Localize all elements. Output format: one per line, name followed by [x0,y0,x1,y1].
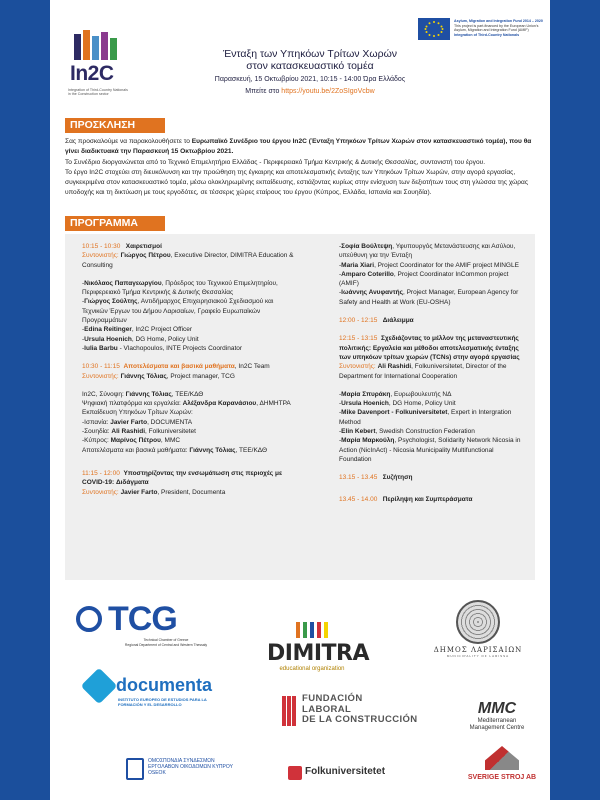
mmc-logo [452,700,542,732]
line-org: , ΔΗΜΗΤΡΑ [256,400,291,408]
speaker-role: , Υφυπουργός Μετανάστευσης και Ασύλου, υπεύθυνη για την Ένταξη [339,243,516,260]
results-line: Εκπαίδευση Υπηκόων Τρίτων Χωρών: [82,409,193,417]
header [50,0,550,110]
oseok-line1: ΟΜΟΣΠΟΝΔΙΑ ΣΥΝΔΕΣΜΩΝ [148,758,215,764]
session-title: Υποστηρίζοντας την ενσωμάτωση στις περιοχές με COVID-19: Διδάγματα [82,469,283,487]
speaker-role: , Expert in Intergration Method [339,409,512,426]
speaker: -Maria Xiari, Project Coordinator for the AMIF project MINGLE [339,261,519,269]
documenta-mark-icon [81,668,118,705]
event-title-line2: στον κατασκευαστικό τομέα [246,60,374,72]
session-title-rest: , In2C Team [234,363,270,371]
speaker-role: , Project Manager, European Agency for Safety and Health at Work (EU-OSHA) [339,289,519,306]
coordinator-name: Γιάννης Τόλιας [120,372,167,380]
folk-mark-icon [288,766,302,780]
session-future [339,334,523,380]
speaker: -Ιωάννης Ανυφαντής, Project Manager, European Agency for Safety and Health at Work (EU-OSHA) [339,289,519,306]
session-title: Αποτελέσματα και βασικά μαθήματα [123,363,235,371]
coordinator-label: Συντονιστής: [82,252,119,260]
invitation-p2: Το Συνέδριο διοργανώνεται από το Τεχνικό Επιμελητήριο Ελλάδας - Περιφερειακό Τμήμα Κεντρικής & Δυτικής Θεσσαλίας, συντονιστή του έργου. [65,158,486,166]
oseok-line3: OSEOK [148,770,166,777]
speaker-name: Ursula Hoenich [84,335,132,343]
results-line [82,399,294,408]
line-name: Μαρίνος Πέτρου [110,437,161,445]
session-time: 12:15 - 13:15 [339,335,378,343]
session-time: 10:15 - 10:30 [82,243,121,250]
fundacion-wordmark [302,694,418,726]
invitation-heading: ΠΡΟΣΚΛΗΣΗ [65,118,165,133]
line-name: Javier Farto [110,418,148,426]
coordinator-name: Ali Rashidi [377,363,412,371]
invitation-p1 [65,137,535,158]
session-break [339,316,523,325]
results-line [82,418,294,427]
dimitra-bars-icon [267,622,357,638]
covid-speakers [339,242,523,307]
speaker-role: , Swedish Construction Federation [375,428,475,436]
speaker-role: , DG Home, Policy Unit [131,335,199,343]
session-welcome [82,242,294,270]
in2c-wordmark: In2C [70,62,114,85]
oseok-line2: ΕΡΓΟΛΑΒΩΝ ΟΙΚΟΔΟΜΩΝ ΚΥΠΡΟΥ [148,764,233,771]
speaker: -Ursula Hoenich, DG Home, Policy Unit [82,335,199,343]
speaker-name: Mike Davenport - Folkuniversitetet [341,409,448,417]
results-line [82,446,294,455]
fundacion-line2: LABORAL [302,703,352,715]
speaker-role: , DG Home, Policy Unit [388,400,456,408]
dimitra-subtitle: educational organization [279,666,345,672]
tcg-sub1: Technical Chamber of Greece [143,638,189,642]
program-panel [65,234,535,580]
documenta-subtitle: INSTITUTO EUROPEO DE ESTUDIOS PARA LA FORMACIÓN Y EL DESARROLLO [118,697,207,707]
line-org: , MMC [160,437,181,445]
line-org: , ΤΕΕ/ΚΔΘ [171,390,204,398]
oseok-mark-icon [126,758,144,780]
sverige-wordmark: SVERIGE STROJ AB [467,774,537,781]
speaker-role: , Project Coordinator for the AMIF project MINGLE [374,261,519,269]
invitation-text [65,137,535,199]
speaker: -Edina Reitinger, In2C Project Officer [82,326,193,334]
flyer-page [50,0,550,800]
eu-funding-text [454,19,546,37]
results-line [82,427,294,436]
event-title-line1: Ένταξη των Υπηκόων Τρίτων Χωρών [222,48,398,60]
line-name: Ali Rashidi [111,428,145,436]
future-speakers [339,390,523,464]
speaker-name: Iulia Barbu [84,344,118,352]
session-time: 13.45 - 14.00 [339,495,378,503]
in2c-subtitle: Integration of Third-Country Nationals in the Construction sector [68,88,128,97]
program-heading: ΠΡΟΓΡΑΜΜΑ [65,216,165,231]
session-time: 11:15 - 12:00 [82,469,120,477]
speaker-name: Amparo Coterillo [341,270,394,278]
line-name: Αλέξανδρα Καρανάσιου [182,400,257,408]
speaker: -Σοφία Βούλτεψη, Υφυπουργός Μετανάστευσης και Ασύλου, υπεύθυνη για την Ένταξη [339,243,516,260]
tcg-mark-icon [76,606,102,632]
line-label: -Κύπρος: [82,437,111,445]
coordinator-name: Γιώργος Πέτρου [120,252,171,260]
speaker-name: Ursula Hoenich [341,400,389,408]
coordinator-role: , Project manager, TCG [166,372,235,380]
eu-flag-icon [418,18,450,40]
invitation-p3: Το έργο In2C στοχεύει στη διευκόλυνση και την προώθηση της έγκαιρης και αποτελεσματικής ένταξης των Υπηκόων Τρίτων Χωρών, στην αγορά εργασίας, συγκεκριμένα στον κατασκευαστικό τομέα, μέσω ολοκληρωμένης εκπαίδευσης, εστιάζοντας κυρίως στην ενίσχυση των δεξιοτήτων τους στη γλώσσα της χώρας υποδοχής και τη δικτύωση με τους εργοδότες, σε τέσσερις χώρες εταίρους του έργου (Κύπρος, Ελλάδα, Ισπανία και Σουηδία). [65,168,529,197]
speaker-role: , Αντιδήμαρχος Επιχειρησιακού Σχεδιασμού και Τεχνικών Έργων του Δήμου Λαρισαίων, Γραφείο Ευρωπαϊκών Προγραμμάτων [82,298,274,325]
larisa-subtitle: MUNICIPALITY OF LARISSA [446,654,510,658]
line-label: Ψηφιακή πλατφόρμα και εργαλεία: [82,400,183,408]
speaker-role: - Vlachopoulos, INTE Projects Coordinator [117,344,243,352]
folk-wordmark: Folkuniversitetet [305,766,386,777]
larisa-wordmark: ΔΗΜΟΣ ΛΑΡΙΣΑΙΩΝ [433,646,523,654]
fundacion-line1: FUNDACIÓN [302,693,363,704]
coordinator-label: Συντονιστής: [339,363,376,371]
line-label: -Σουηδία: [82,428,112,436]
fundacion-line3: DE LA CONSTRUCCIÓN [302,714,418,725]
stream-line [160,88,460,95]
coordinator-role: , Folkuniversitetet, Director of the Department for International Cooperation [339,363,507,380]
speaker: -Γιώργος Σούλτης, Αντιδήμαρχος Επιχειρησιακού Σχεδιασμού και Τεχνικών Έργων του Δήμου Λαρισαίων, Γραφείο Ευρωπαϊκών Προγραμμάτων [82,298,274,325]
event-date: Παρασκευή, 15 Οκτωβρίου 2021, 10:15 - 14:00 Ώρα Ελλάδος [214,76,406,83]
fundacion-mark-icon [282,696,296,726]
eu-project-name: Integration of Third-Country Nationals [454,32,520,37]
line-label: Αποτελέσματα και βασικά μαθήματα: [82,446,190,454]
speaker-role: , Psychologist, Solidarity Network Nicosia in Action (NicInAct) - Nicosia Municipality Multifunctional Foundation [339,437,521,463]
sverige-stroj-logo [462,746,542,781]
speaker-name: Maria Xiari [341,261,375,269]
coordinator-role: , Executive Director, DIMITRA Education & Consulting [82,252,294,269]
tcg-wordmark: TCG [108,600,177,638]
welcome-speakers [82,279,294,353]
larisa-logo [428,600,528,658]
youtube-link[interactable]: https://youtu.be/2ZoSIgoVcbw [281,88,375,95]
line-label: -Ισπανία: [82,418,111,426]
session-title: Σχεδιάζοντας το μέλλον της μεταναστευτικής πολιτικής: Εργαλεία και μέθοδοι αποτελεσματικής ένταξης των υπηκόων τρίτων χωρών (TCNs) στην αγορά εργασίας [339,335,520,361]
line-label: In2C, Σύνοψη: [82,390,126,398]
mmc-wordmark: MMC [477,700,517,717]
line-org: , ΤΕΕ/ΚΔΘ [235,446,268,454]
coordinator-label: Συντονιστής: [82,372,119,380]
tcg-subtitle [106,638,226,647]
eu-fund-title: Asylum, Migration and Integration Fund 2014 – 2020 [454,19,543,23]
session-time: 12:00 - 12:15 [339,317,378,325]
speaker-name: Elin Kebert [341,428,376,436]
speaker-name: Σοφία Βούλτεψη [341,243,393,250]
speaker-name: Γιώργος Σούλτης [84,298,138,306]
speaker: -Amparo Coterillo, Project Coordinator InCommon project (AMIF) [339,270,509,288]
line-org: , DOCUMENTA [147,418,193,426]
speaker-role: , Project Coordinator InCommon project (AMIF) [339,270,509,288]
session-title: Συζήτηση [382,474,413,482]
line-name: Γιάννης Τόλιας [189,446,236,454]
speaker: -Μαρία Σπυράκη, Ευρωβουλευτής ΝΔ [339,390,452,398]
sverige-roof-icon [485,746,519,770]
session-summary [339,495,523,504]
speaker: -Mike Davenport - Folkuniversitetet, Expert in Intergration Method [339,409,512,426]
session-title: Χαιρετισμοί [125,243,162,250]
dimitra-wordmark: DIMITRA [267,641,369,666]
larisa-seal-icon [456,600,500,644]
mmc-sub1: Mediterranean [477,718,517,724]
in2c-logo [68,28,130,106]
invitation-p1-pre: Σας προσκαλούμε να παρακολουθήσετε το [65,138,192,145]
documenta-wordmark: documenta [116,675,213,695]
speaker: -Ursula Hoenich, DG Home, Policy Unit [339,400,456,408]
partner-logos [50,588,550,800]
title-block [160,48,460,95]
stream-label: Μπείτε στο [245,88,280,95]
line-org: , Folkuniversitetet [145,428,196,436]
speaker-role: , Ευρωβουλευτής ΝΔ [390,390,452,398]
speaker-role: , Πρόεδρος του Τεχνικού Επιμελητηρίου, Περιφερειακό Τμήμα Κεντρικής & Δυτικής Θεσσαλίας [82,279,278,297]
program-right-column [339,242,523,513]
speaker-name: Νικόλαος Παπαγεωργίου [84,279,162,287]
results-line [82,390,294,399]
coordinator-label: Συντονιστής: [82,488,119,496]
line-name: Γιάννης Τόλιας [125,390,172,398]
speaker-name: Ιωάννης Ανυφαντής [341,289,403,297]
speaker: -Νικόλαος Παπαγεωργίου, Πρόεδρος του Τεχνικού Επιμελητηρίου, Περιφερειακό Τμήμα Κεντρικής & Δυτικής Θεσσαλίας [82,279,278,297]
eu-fund-desc: This project is part-financed by the European Union's Asylum, Migration and Integration Fund (AMIF) [454,23,539,33]
speaker-name: Μαρία Μαρκούλη [341,437,395,445]
in2c-figures-icon [68,28,130,62]
speaker-name: Μαρία Σπυράκη [341,390,391,398]
session-covid [82,469,294,497]
session-title: Διάλειμμα [382,317,414,325]
speaker-name: Edina Reitinger [84,326,132,334]
speaker: -Iulia Barbu - Vlachopoulos, INTE Projects Coordinator [82,344,243,352]
invitation-p1-bold: Ευρωπαϊκό Συνέδριο του έργου In2C (Ένταξη Υπηκόων Τρίτων Χωρών στον κατασκευαστικό τομέα), που θα γίνει διαδικτυακά την Παρασκευή 15 Οκτωβρίου 2021. [65,138,532,156]
speaker-role: , In2C Project Officer [131,326,193,334]
session-discussion [339,473,523,482]
session-results [82,362,294,381]
dimitra-logo [267,622,369,672]
coordinator-name: Javier Farto [120,488,158,496]
speaker: -Elin Kebert, Swedish Construction Federation [339,428,475,436]
speaker: -Μαρία Μαρκούλη, Psychologist, Solidarity Network Nicosia in Action (NicInAct) - Nicosia Municipality Multifunctional Foundation [339,437,521,463]
session-time: 13.15 - 13.45 [339,474,378,482]
results-line [82,436,294,445]
oseok-wordmark [148,758,233,777]
session-time: 10:30 - 11:15 [82,363,120,371]
session-title: Περίληψη και Συμπεράσματα [382,495,473,503]
results-speakers [82,390,294,455]
program-left-column [82,242,294,506]
mmc-sub2: Management Centre [469,725,525,731]
tcg-sub2: Regional Department of Central and Western Thessaly [124,642,208,647]
coordinator-role: , President, Documenta [157,488,226,496]
